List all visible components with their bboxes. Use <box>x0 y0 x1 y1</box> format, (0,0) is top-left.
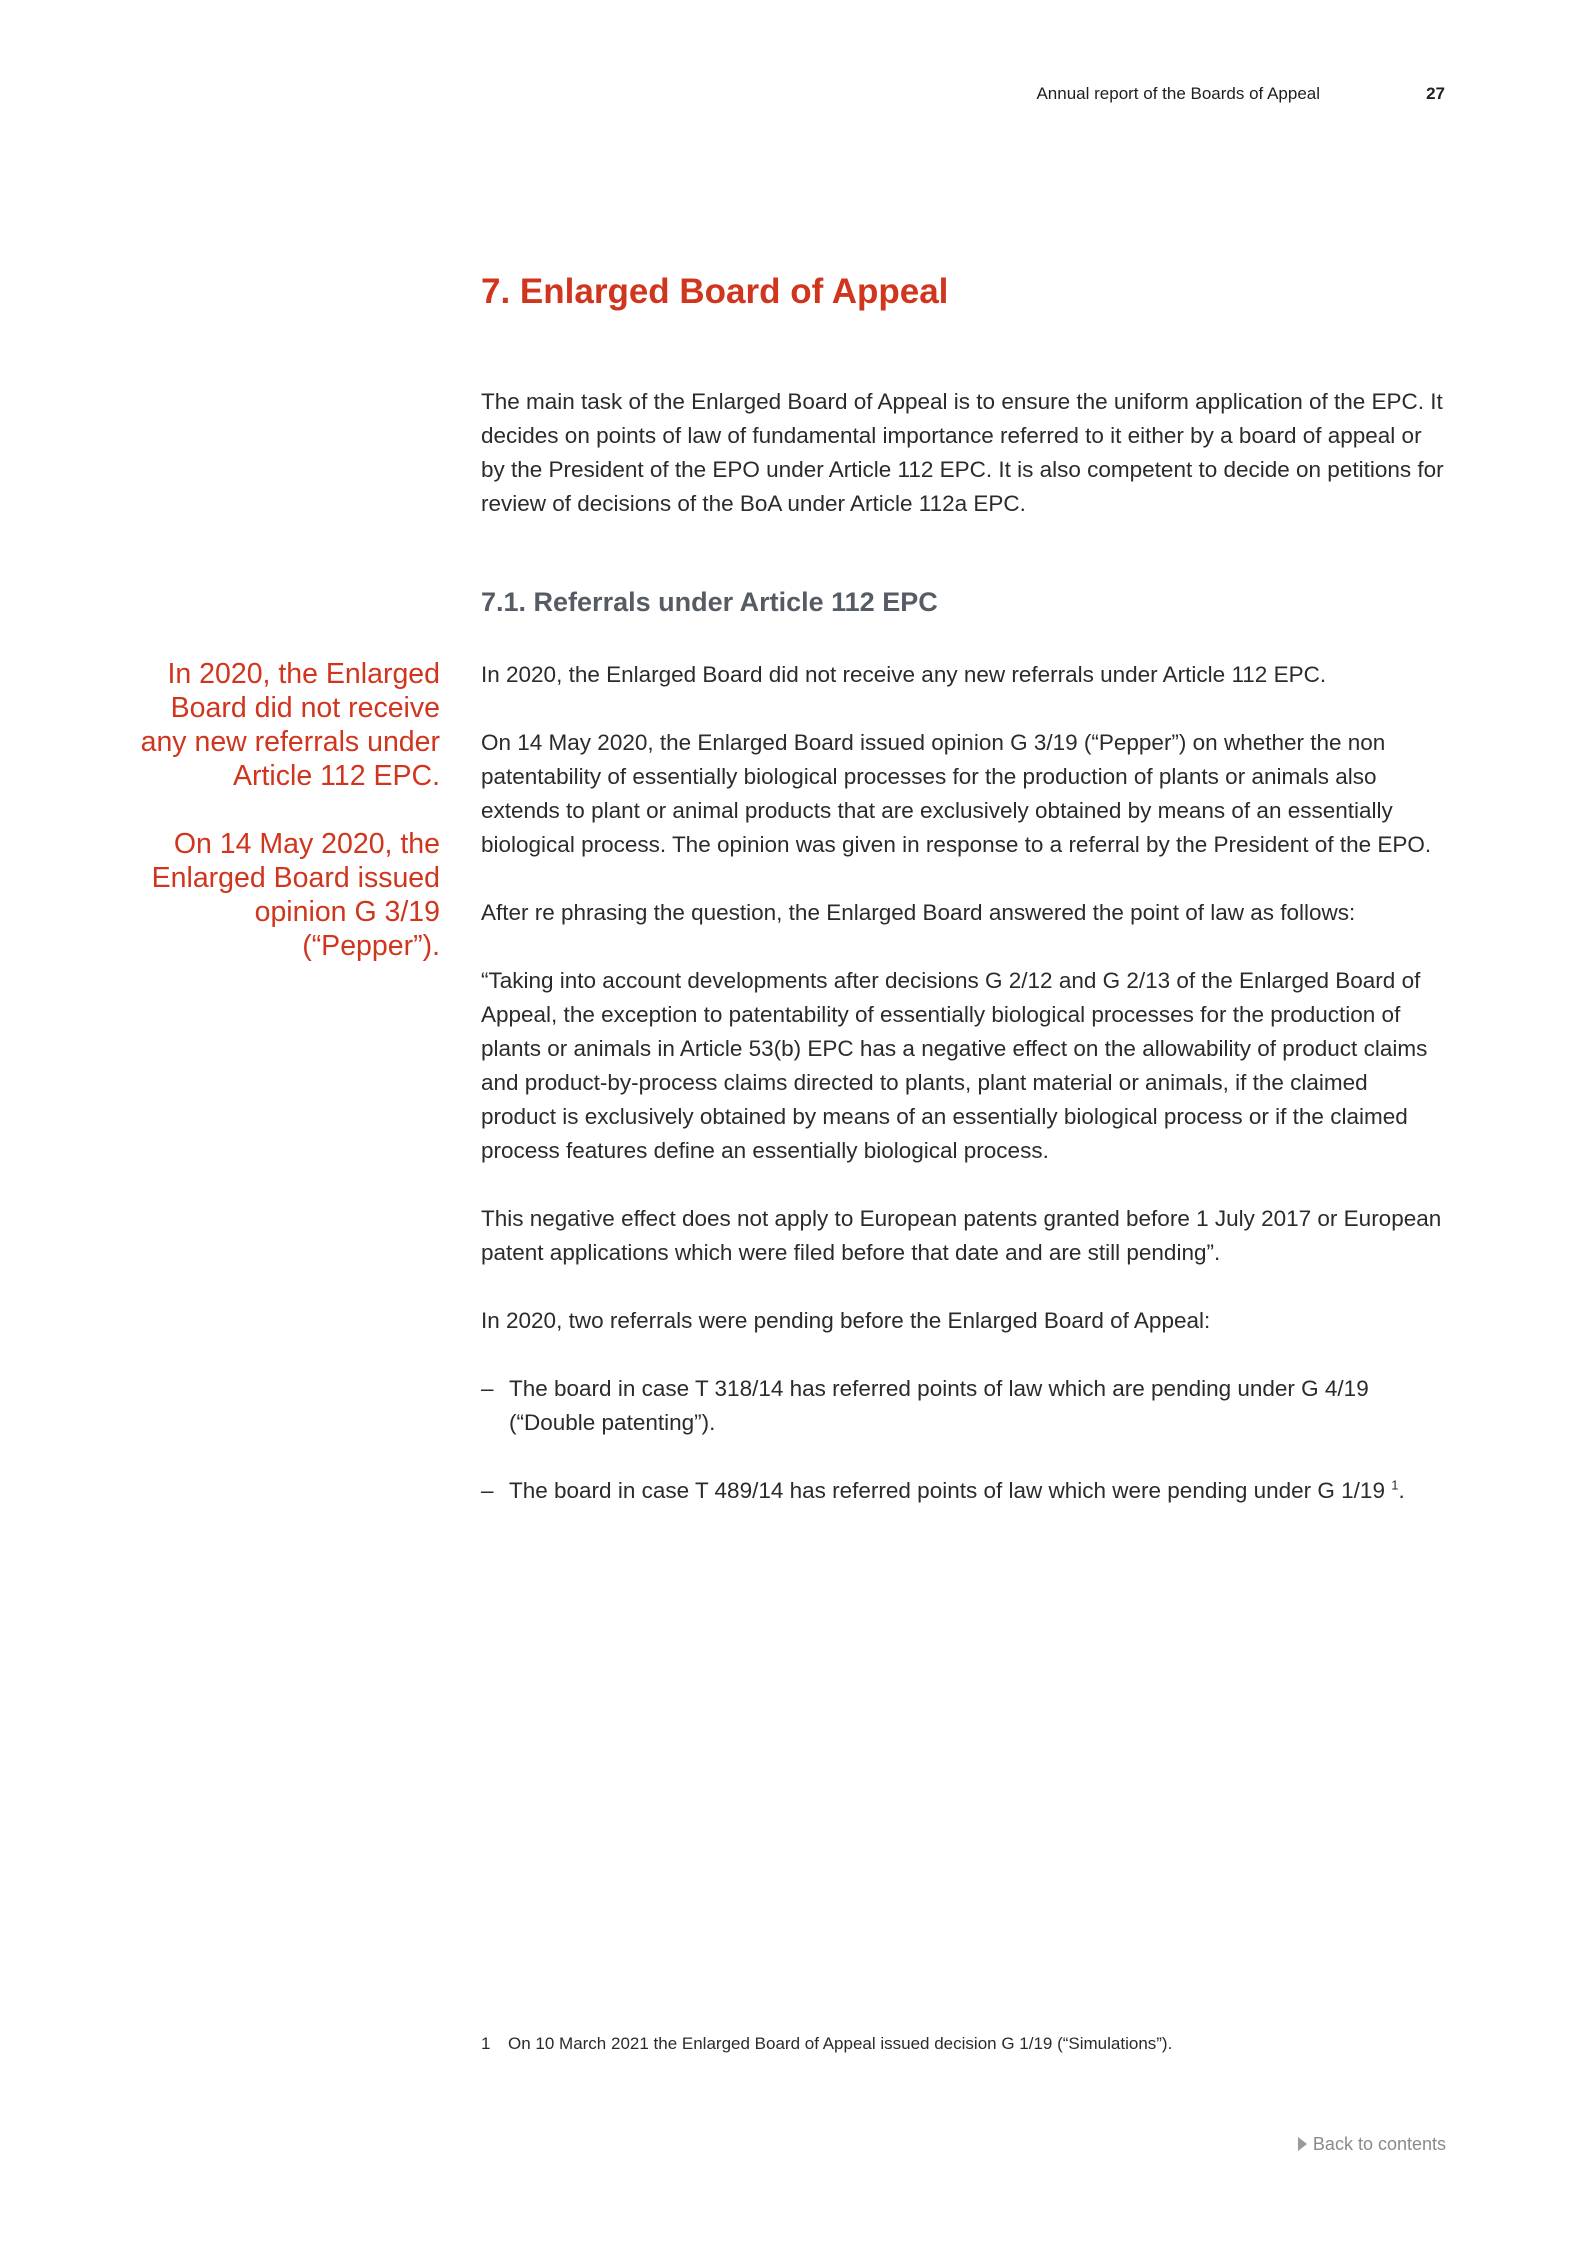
section-heading: 7.1. Referrals under Article 112 EPC <box>481 587 938 617</box>
dash-bullet: – <box>481 1478 494 1503</box>
footnote <box>481 2034 1447 2054</box>
footnote-text: On 10 March 2021 the Enlarged Board of Appeal issued decision G 1/19 (“Simulations”). <box>508 2034 1173 2053</box>
back-to-contents-link[interactable] <box>1240 2134 1446 2155</box>
quoted-opinion-paragraph: “Taking into account developments after decisions G 2/12 and G 2/13 of the Enlarged Board of Appeal, the exception to patentability of essentially biological processes for the production of plants or animals in Article 53(b) EPC has a negative effect on the allowability of product claims and product-by-process claims directed to plants, plant material or animals, if the claimed product is exclusively obtained by means of an essentially biological process or if the claimed process features define an essentially biological process. <box>481 968 1428 1163</box>
back-to-contents-label: Back to contents <box>1312 2134 1446 2154</box>
section-body <box>481 658 1447 1508</box>
list-item <box>481 1474 1447 1508</box>
pull-quote: On 14 May 2020, the Enlarged Board issued opinion G 3/19 (“Pepper”). <box>151 828 440 962</box>
running-header: Annual report of the Boards of Appeal <box>1036 84 1320 103</box>
intro-paragraph: The main task of the Enlarged Board of Appeal is to ensure the uniform application of the EPC. It decides on points of law of fundamental importance referred to it either by a board of appeal or by the President of the EPO under Article 112 EPC. It is also competent to decide on petitions for review of decisions of the BoA under Article 112a EPC. <box>481 389 1444 516</box>
body-paragraph: In 2020, two referrals were pending before the Enlarged Board of Appeal: <box>481 1308 1211 1333</box>
pending-referrals-list <box>481 1372 1447 1508</box>
quoted-opinion-paragraph: This negative effect does not apply to European patents granted before 1 July 2017 or European patent applications which were filed before that date and are still pending”. <box>481 1206 1442 1265</box>
chapter-title: 7. Enlarged Board of Appeal <box>481 272 949 311</box>
body-paragraph: After re phrasing the question, the Enlarged Board answered the point of law as follows: <box>481 900 1356 925</box>
list-item-suffix: . <box>1398 1478 1405 1503</box>
list-item-text: The board in case T 318/14 has referred points of law which are pending under G 4/19 (“Double patenting”). <box>509 1376 1369 1435</box>
pull-quote: In 2020, the Enlarged Board did not receive any new referrals under Article 112 EPC. <box>140 658 440 792</box>
list-item <box>481 1372 1447 1440</box>
dash-bullet: – <box>481 1376 494 1401</box>
triangle-right-icon <box>1298 2137 1307 2151</box>
page-number: 27 <box>1426 84 1445 103</box>
list-item-text: The board in case T 489/14 has referred points of law which were pending under G 1/19 <box>509 1478 1392 1503</box>
footnote-number: 1 <box>481 2034 491 2053</box>
footnote-reference[interactable]: 1 <box>1391 1477 1399 1493</box>
body-paragraph: On 14 May 2020, the Enlarged Board issued opinion G 3/19 (“Pepper”) on whether the non patentability of essentially biological processes for the production of plants or animals also extends to plant or animal products that are exclusively obtained by means of an essentially biological process. The opinion was given in response to a referral by the President of the EPO. <box>481 730 1432 857</box>
chapter-intro <box>481 385 1447 521</box>
sidebar-pull-quotes <box>120 657 440 963</box>
body-paragraph: In 2020, the Enlarged Board did not receive any new referrals under Article 112 EPC. <box>481 662 1327 687</box>
